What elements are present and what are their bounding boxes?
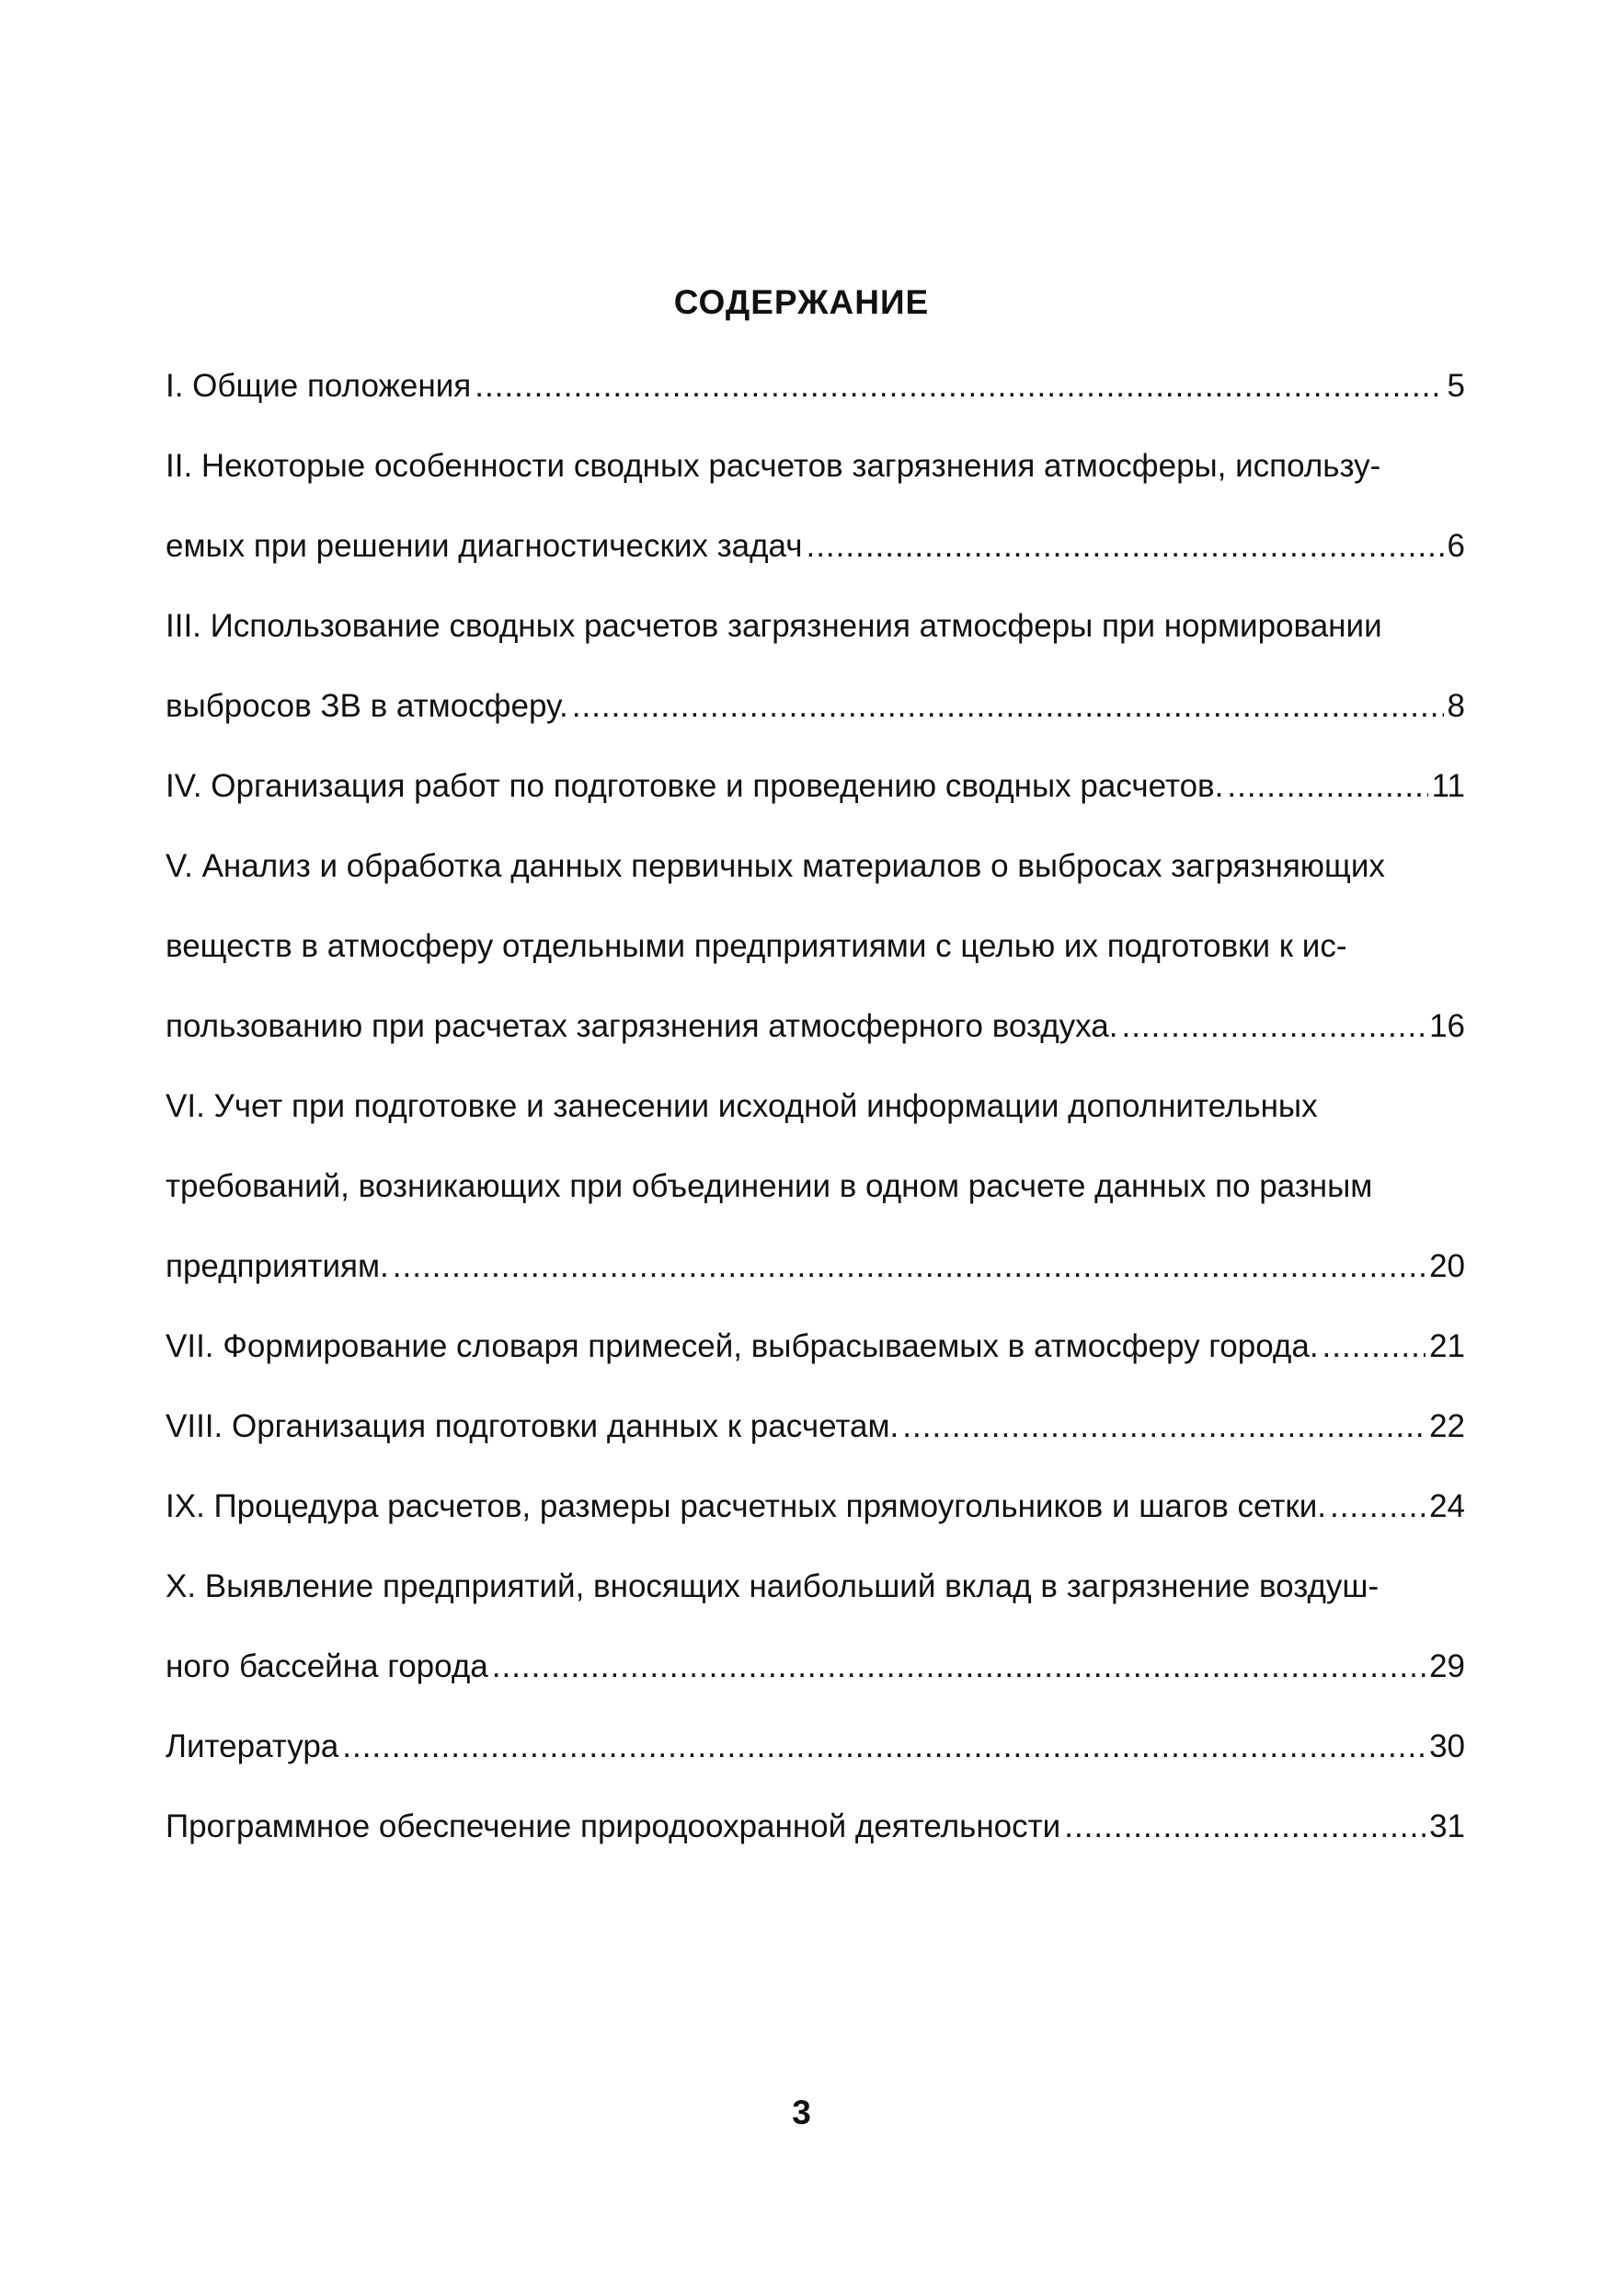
toc-leader-dots: [1121, 1008, 1426, 1045]
toc-entry-page: 5: [1447, 368, 1465, 404]
toc-entry-page: 6: [1447, 528, 1465, 564]
toc-heading: СОДЕРЖАНИЕ: [673, 283, 930, 321]
toc-entry-page: 20: [1429, 1248, 1465, 1284]
toc-entry-continued: [166, 448, 1465, 528]
toc-leader-dots: [1227, 768, 1427, 805]
toc-leader-dots: [572, 688, 1444, 725]
toc-entry-text: V. Анализ и обработка данных первичных материалов о выбросах загрязняющих: [166, 848, 1385, 884]
toc-entry: [166, 1488, 1465, 1568]
toc-entry-text: I. Общие положения: [166, 368, 472, 404]
toc-entry-continued: [166, 928, 1465, 1008]
page-number: 3: [792, 2094, 811, 2131]
toc-entry-page: 31: [1429, 1808, 1465, 1844]
toc-entry-text: Программное обеспечение природоохранной деятельности: [166, 1808, 1061, 1844]
toc-entry-continued: [166, 848, 1465, 928]
toc-entry-text: пользованию при расчетах загрязнения атмосферного воздуха.: [166, 1008, 1118, 1044]
toc-entry: [166, 768, 1465, 848]
toc-entry: [166, 1328, 1465, 1408]
toc-leader-dots: [492, 1648, 1426, 1685]
toc-entry: [166, 1808, 1465, 1888]
toc-entry-page: 30: [1429, 1728, 1465, 1764]
toc-entry: [166, 368, 1465, 448]
toc-entry-text: выбросов ЗВ в атмосферу.: [166, 688, 568, 724]
toc-entry-text: веществ в атмосферу отдельными предприятиями с целью их подготовки к ис-: [166, 928, 1347, 964]
toc-entry-page: 24: [1429, 1488, 1465, 1524]
toc-leader-dots: [806, 528, 1443, 565]
toc-leader-dots: [902, 1408, 1426, 1445]
toc-entry-text: ного бассейна города: [166, 1648, 488, 1684]
table-of-contents: [166, 368, 1465, 1888]
toc-entry: [166, 1408, 1465, 1488]
toc-entry-page: 11: [1431, 768, 1465, 804]
toc-entry: [166, 1008, 1465, 1088]
toc-entry: [166, 1648, 1465, 1728]
toc-entry-continued: [166, 1088, 1465, 1168]
toc-entry-text: III. Использование сводных расчетов загрязнения атмосферы при нормировании: [166, 608, 1382, 644]
toc-entry-page: 29: [1429, 1648, 1465, 1684]
toc-entry-page: 8: [1447, 688, 1465, 724]
toc-entry: [166, 1248, 1465, 1328]
toc-entry-text: VII. Формирование словаря примесей, выбрасываемых в атмосферу города.: [166, 1328, 1319, 1364]
toc-entry-text: Литература: [166, 1728, 339, 1764]
toc-leader-dots: [1322, 1328, 1426, 1365]
toc-leader-dots: [475, 368, 1443, 405]
toc-entry-page: 21: [1429, 1328, 1465, 1364]
toc-entry-page: 16: [1429, 1008, 1465, 1044]
toc-entry-text: VIII. Организация подготовки данных к расчетам.: [166, 1408, 899, 1444]
toc-entry-text: предприятиям.: [166, 1248, 389, 1284]
toc-entry-text: требований, возникающих при объединении в одном расчете данных по разным: [166, 1168, 1373, 1204]
toc-entry: [166, 528, 1465, 608]
toc-leader-dots: [1330, 1488, 1426, 1525]
toc-leader-dots: [342, 1728, 1426, 1765]
toc-entry-continued: [166, 1168, 1465, 1248]
toc-entry-text: IV. Организация работ по подготовке и проведению сводных расчетов.: [166, 768, 1224, 804]
toc-entry-text: II. Некоторые особенности сводных расчетов загрязнения атмосферы, использу-: [166, 448, 1381, 484]
toc-entry-text: емых при решении диагностических задач: [166, 528, 803, 564]
toc-leader-dots: [393, 1248, 1426, 1285]
toc-entry-text: VI. Учет при подготовке и занесении исходной информации дополнительных: [166, 1088, 1318, 1124]
toc-entry-text: IX. Процедура расчетов, размеры расчетных прямоугольников и шагов сетки.: [166, 1488, 1326, 1524]
toc-leader-dots: [1064, 1808, 1426, 1845]
toc-entry-text: X. Выявление предприятий, вносящих наибольший вклад в загрязнение воздуш-: [166, 1568, 1380, 1604]
toc-entry: [166, 1728, 1465, 1808]
toc-entry-continued: [166, 608, 1465, 688]
toc-entry-continued: [166, 1568, 1465, 1648]
toc-entry-page: 22: [1429, 1408, 1465, 1444]
toc-entry: [166, 688, 1465, 768]
